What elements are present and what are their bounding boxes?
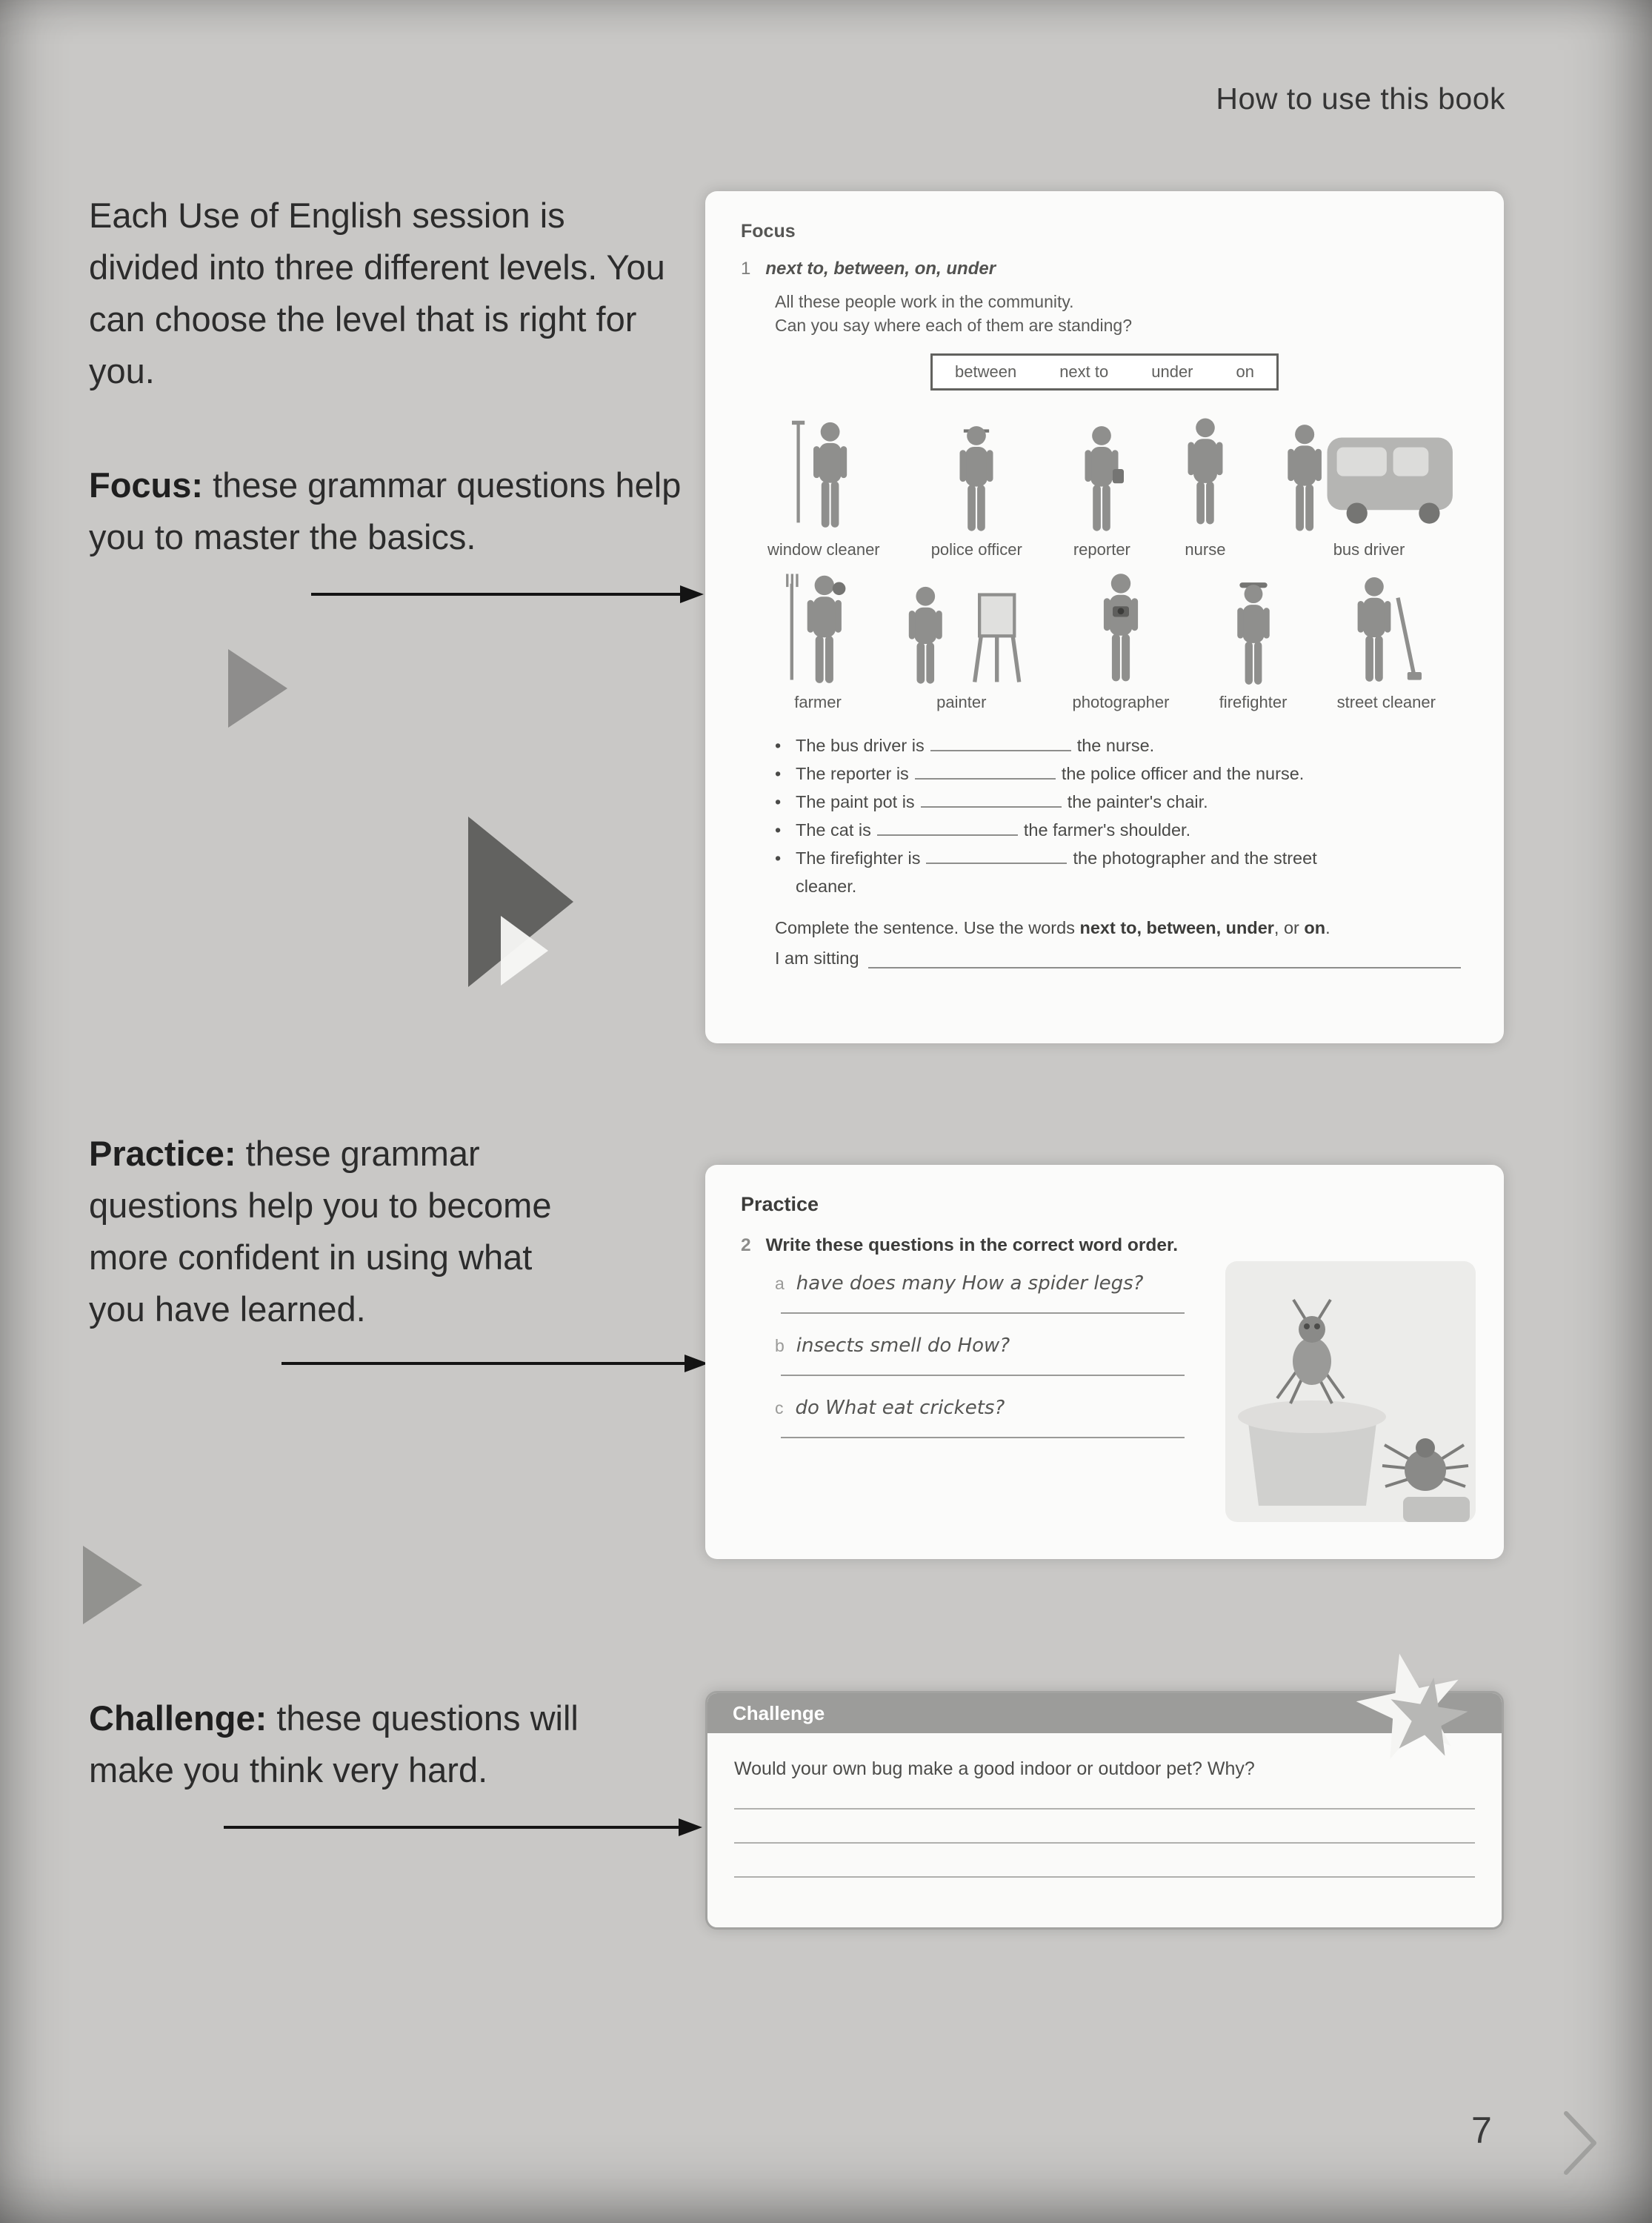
figure-bus-driver — [1280, 423, 1458, 559]
figure-label: window cleaner — [767, 540, 880, 559]
practice-item — [775, 1272, 1227, 1314]
answer-blank — [877, 821, 1018, 836]
figure-police-officer — [931, 425, 1022, 559]
figure-farmer — [785, 574, 850, 712]
write-line — [734, 1780, 1475, 1810]
practice-item — [775, 1397, 1227, 1438]
focus-note-lead: Focus: — [89, 465, 204, 505]
complete-bold: next to, between, under — [1079, 918, 1274, 937]
challenge-pointer-arrow — [224, 1826, 680, 1829]
practice-pointer-arrow — [282, 1362, 686, 1365]
item-letter: c — [775, 1398, 784, 1418]
practice-items — [775, 1272, 1227, 1438]
practice-panel — [705, 1165, 1504, 1559]
word-bank-item: next to — [1059, 362, 1109, 381]
item-text: do What eat crickets? — [795, 1397, 1005, 1419]
complete-text: , or — [1273, 918, 1305, 937]
answer-line — [781, 1312, 1185, 1314]
figure-label: painter — [936, 693, 987, 711]
sitting-sentence — [775, 948, 1461, 968]
firefighter-icon — [1229, 581, 1278, 688]
instruction-text: Write these questions in the correct word order. — [765, 1235, 1178, 1255]
bullet-item — [775, 731, 1360, 760]
painter-icon — [900, 577, 1022, 688]
question-number: 1 — [741, 259, 751, 279]
word-bank-item: under — [1151, 362, 1193, 381]
question-title: next to, between, on, under — [765, 259, 996, 279]
figure-label: farmer — [794, 693, 842, 711]
challenge-header — [707, 1693, 1502, 1733]
challenge-note — [89, 1692, 630, 1796]
practice-item — [775, 1335, 1227, 1376]
challenge-label: Challenge — [733, 1702, 825, 1724]
item-text: have does many How a spider legs? — [796, 1272, 1144, 1295]
figure-painter — [900, 577, 1022, 712]
item-text: insects smell do How? — [796, 1335, 1010, 1357]
page-number: 7 — [1471, 2110, 1492, 2151]
intro-text: Each Use of English session is divided into three different levels. You can choose the level that is right for you. — [89, 196, 665, 391]
figure-nurse — [1182, 408, 1229, 559]
prompt-line: All these people work in the community. — [775, 292, 1074, 311]
figure-street-cleaner — [1337, 574, 1436, 712]
item-letter: a — [775, 1274, 785, 1293]
complete-instruction — [775, 918, 1468, 938]
page-title: How to use this book — [1216, 82, 1505, 116]
figure-label: reporter — [1073, 540, 1130, 559]
prompt-line: Can you say where each of them are standing? — [775, 316, 1133, 335]
street-cleaner-icon — [1350, 574, 1422, 688]
word-bank — [930, 353, 1279, 391]
focus-pointer-arrow — [311, 593, 682, 596]
bullet-pre: The paint pot is — [796, 792, 915, 811]
figure-label: firefighter — [1219, 693, 1288, 711]
bullet-item — [775, 816, 1360, 844]
challenge-question: Would your own bug make a good indoor or outdoor pet? Why? — [734, 1758, 1255, 1779]
write-line — [734, 1844, 1475, 1878]
figures-row-2 — [785, 570, 1436, 712]
word-bank-item: between — [955, 362, 1017, 381]
answer-blank — [868, 951, 1461, 968]
figure-label: nurse — [1185, 540, 1226, 559]
challenge-note-lead: Challenge: — [89, 1698, 267, 1738]
bullet-post: the photographer and the street cleaner. — [796, 848, 1317, 896]
bug-scene-icon — [1225, 1261, 1476, 1522]
bullet-pre: The bus driver is — [796, 736, 925, 755]
practice-note-body: these grammar questions help you to become more confident in using what you have learned. — [89, 1134, 552, 1329]
bullet-post: the nurse. — [1076, 736, 1155, 755]
practice-note — [89, 1128, 570, 1335]
challenge-note-body: these questions will make you think very hard. — [89, 1698, 579, 1790]
window-cleaner-icon — [792, 417, 856, 536]
bullet-pre: The reporter is — [796, 764, 909, 783]
bug-illustration — [1225, 1261, 1476, 1522]
figure-photographer — [1073, 570, 1170, 712]
police-officer-icon — [952, 425, 1001, 536]
answer-blank — [930, 737, 1071, 751]
focus-note — [89, 459, 689, 563]
bullet-item — [775, 844, 1360, 900]
figures-row-1 — [767, 408, 1458, 559]
write-line — [734, 1810, 1475, 1844]
figure-label: photographer — [1072, 693, 1170, 711]
challenge-panel — [705, 1691, 1504, 1930]
bullet-post: the farmer's shoulder. — [1023, 820, 1191, 840]
figure-reporter — [1073, 425, 1130, 559]
complete-text: Complete the sentence. Use the words — [775, 918, 1080, 937]
figure-label: street cleaner — [1336, 693, 1436, 711]
answer-line — [781, 1375, 1185, 1376]
bullet-pre: The firefighter is — [796, 848, 921, 868]
answer-line — [781, 1437, 1185, 1438]
figure-label: bus driver — [1333, 540, 1405, 559]
practice-note-lead: Practice: — [89, 1134, 236, 1173]
answer-blank — [921, 793, 1062, 808]
photographer-icon — [1096, 570, 1145, 688]
bullet-item — [775, 760, 1360, 788]
item-letter: b — [775, 1336, 785, 1355]
nurse-icon — [1182, 408, 1229, 536]
answer-blank — [926, 849, 1067, 864]
practice-panel-label: Practice — [741, 1193, 819, 1215]
decorative-triangle — [228, 649, 287, 728]
figure-label: police officer — [930, 540, 1022, 559]
answer-blank — [915, 765, 1056, 780]
next-chevron-icon — [1560, 2109, 1603, 2181]
focus-panel — [705, 191, 1504, 1043]
reporter-icon — [1077, 425, 1126, 536]
farmer-icon — [785, 574, 850, 688]
sitting-stem: I am sitting — [775, 948, 859, 968]
bullet-list — [775, 731, 1360, 900]
bullet-item — [775, 788, 1360, 816]
focus-note-body: these grammar questions help you to master the basics. — [89, 465, 682, 556]
figure-firefighter — [1219, 581, 1288, 712]
bullet-post: the painter's chair. — [1067, 792, 1208, 811]
bullet-post: the police officer and the nurse. — [1061, 764, 1305, 783]
question-number: 2 — [741, 1235, 751, 1255]
complete-text: . — [1325, 918, 1330, 937]
decorative-triangle — [83, 1546, 142, 1624]
decorative-triangle — [501, 916, 548, 986]
figure-window-cleaner — [767, 417, 880, 559]
bullet-pre: The cat is — [796, 820, 871, 840]
bus-driver-icon — [1280, 423, 1458, 536]
practice-instruction — [741, 1235, 1468, 1256]
focus-panel-label: Focus — [741, 221, 796, 242]
word-bank-item: on — [1236, 362, 1254, 381]
complete-bold: on — [1304, 918, 1326, 937]
focus-question-line — [741, 259, 1468, 279]
